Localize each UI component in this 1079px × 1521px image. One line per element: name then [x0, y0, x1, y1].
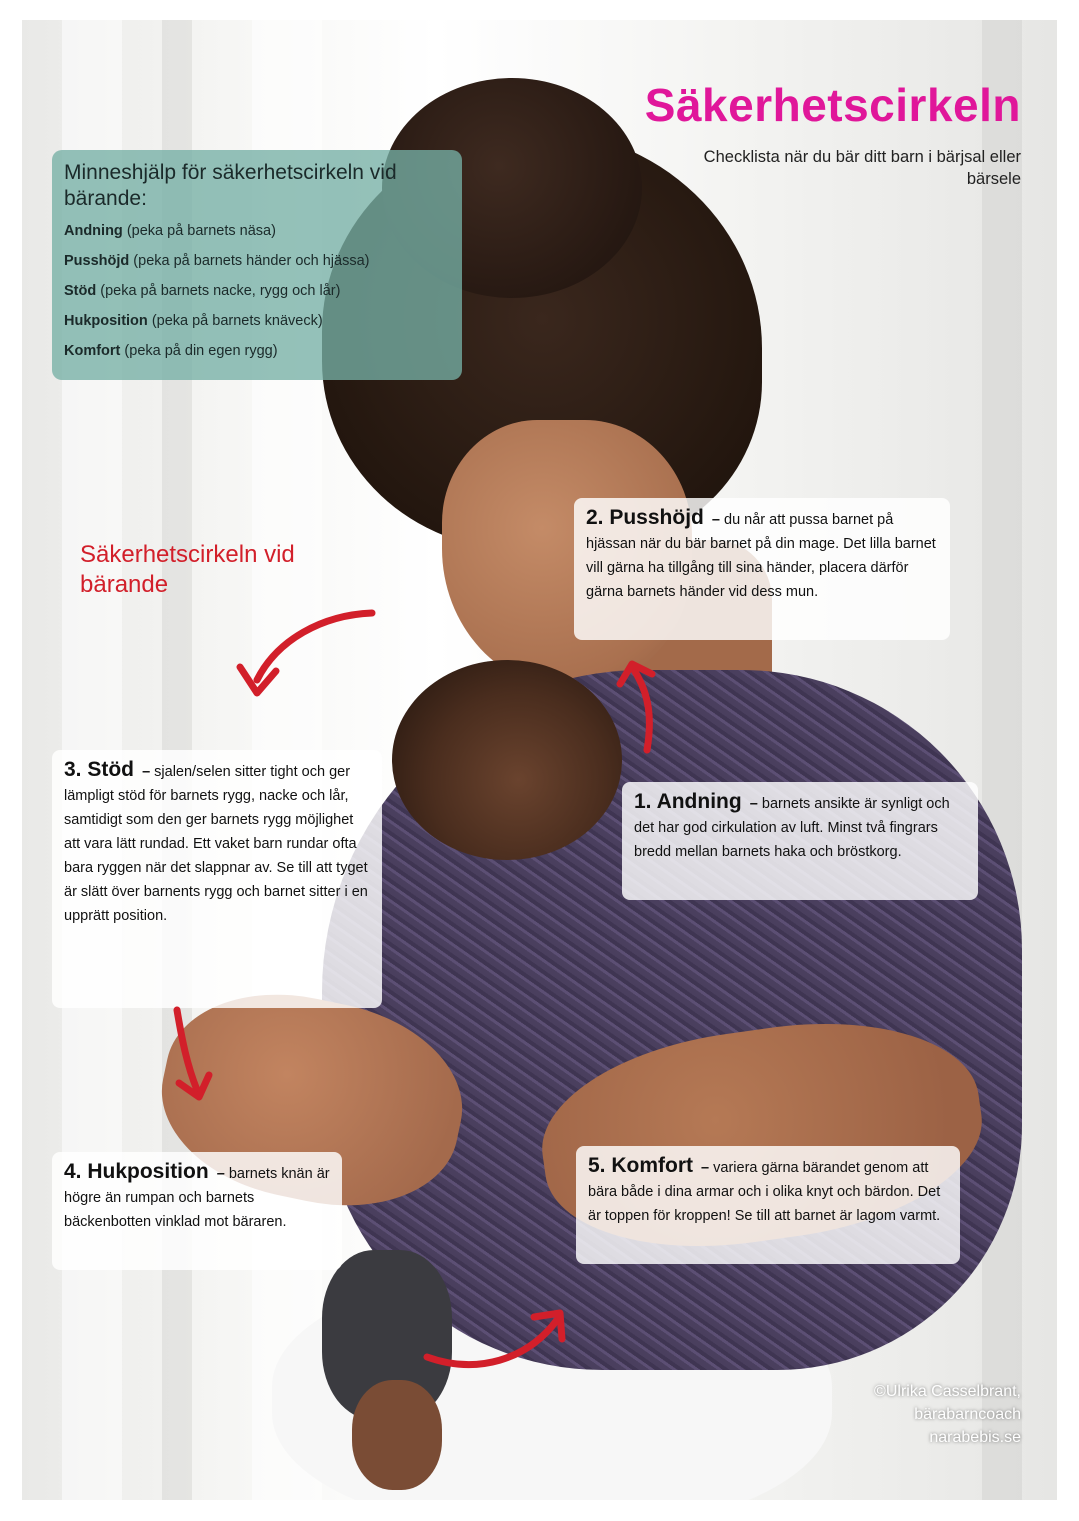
card-heading: 5. Komfort	[588, 1154, 693, 1177]
red-arrow-icon	[612, 650, 672, 760]
credit-line: narabebis.se	[929, 1429, 1021, 1446]
page-subtitle: Checklista när du bär ditt barn i bärjsal eller bärsele	[703, 148, 1021, 188]
memo-item-hukposition	[64, 310, 450, 332]
memo-hint: (peka på barnets näsa)	[126, 223, 276, 239]
memo-item-andning	[64, 220, 450, 242]
page-title: Säkerhetscirkeln	[644, 79, 1021, 131]
memo-term: Pusshöjd	[64, 253, 130, 269]
red-arrow-icon	[422, 1295, 572, 1375]
card-heading: 2. Pusshöjd	[586, 506, 704, 529]
card-hukposition	[52, 1152, 342, 1270]
credit-line: bärabarncoach	[914, 1406, 1021, 1423]
poster	[22, 20, 1057, 1500]
card-dash: –	[707, 512, 725, 528]
card-komfort	[576, 1146, 960, 1264]
curtain-fold	[982, 20, 1022, 1500]
card-text: barnets ansikte är synligt och det har god cirkulation av luft. Minst två fingrars bredd mellan barnets haka och bröstkorg.	[634, 796, 950, 860]
memo-item-pusshojd	[64, 250, 450, 272]
memo-heading: Minneshjälp för säkerhetscirkeln vid bärande:	[64, 161, 397, 210]
memo-term: Andning	[64, 223, 123, 239]
baby-head	[392, 660, 622, 860]
baby-foot	[352, 1380, 442, 1490]
card-dash: –	[697, 1160, 714, 1176]
card-dash: –	[745, 796, 762, 812]
credit	[874, 1380, 1021, 1449]
card-pusshojd	[574, 498, 950, 640]
credit-line: ©Ulrika Casselbrant,	[874, 1383, 1021, 1400]
circle-heading: Säkerhetscirkeln vid bärande	[80, 541, 295, 598]
card-heading: 1. Andning	[634, 790, 742, 813]
memo-term: Stöd	[64, 283, 97, 299]
memo-item-stod	[64, 280, 450, 302]
memo-hint: (peka på barnets händer och hjässa)	[133, 253, 370, 269]
memo-hint: (peka på barnets knäveck)	[151, 313, 323, 329]
memo-hint: (peka på barnets nacke, rygg och lår)	[100, 283, 341, 299]
memo-hint: (peka på din egen rygg)	[124, 343, 278, 359]
card-heading: 4. Hukposition	[64, 1160, 209, 1183]
card-text: sjalen/selen sitter tight och ger lämpligt stöd för barnets rygg, nacke och lår, samtidigt som den ger barnets rygg möjlighet att vara lätt rundad. Ett vaket barn rundar ofta bara ryggen när det slappnar av. Se till att tyget är slätt över barnents rygg och barnet sitter i en upprätt position.	[64, 764, 368, 924]
red-arrow-icon	[232, 605, 382, 705]
card-dash: –	[138, 764, 155, 780]
memo-item-komfort	[64, 340, 450, 362]
card-dash: –	[212, 1166, 229, 1182]
card-text: barnets knän är högre än rumpan och barnets bäckenbotten vinklad mot bäraren.	[64, 1166, 330, 1230]
card-text: du når att pussa barnet på hjässan när du bär barnet på din mage. Det lilla barnet vill gärna ha tillgång till sina händer, placera därför gärna barnets händer vid dess mun.	[586, 512, 936, 600]
red-arrow-icon	[157, 1005, 227, 1110]
card-stod	[52, 750, 382, 1008]
card-text: variera gärna bärandet genom att bära både i dina armar och i olika knyt och bärdon. Det är toppen för kroppen! Se till att barnet är lagom varmt.	[588, 1160, 941, 1224]
memo-term: Hukposition	[64, 313, 148, 329]
memo-term: Komfort	[64, 343, 121, 359]
memo-box	[52, 150, 462, 380]
card-andning	[622, 782, 978, 900]
card-heading: 3. Stöd	[64, 758, 135, 781]
